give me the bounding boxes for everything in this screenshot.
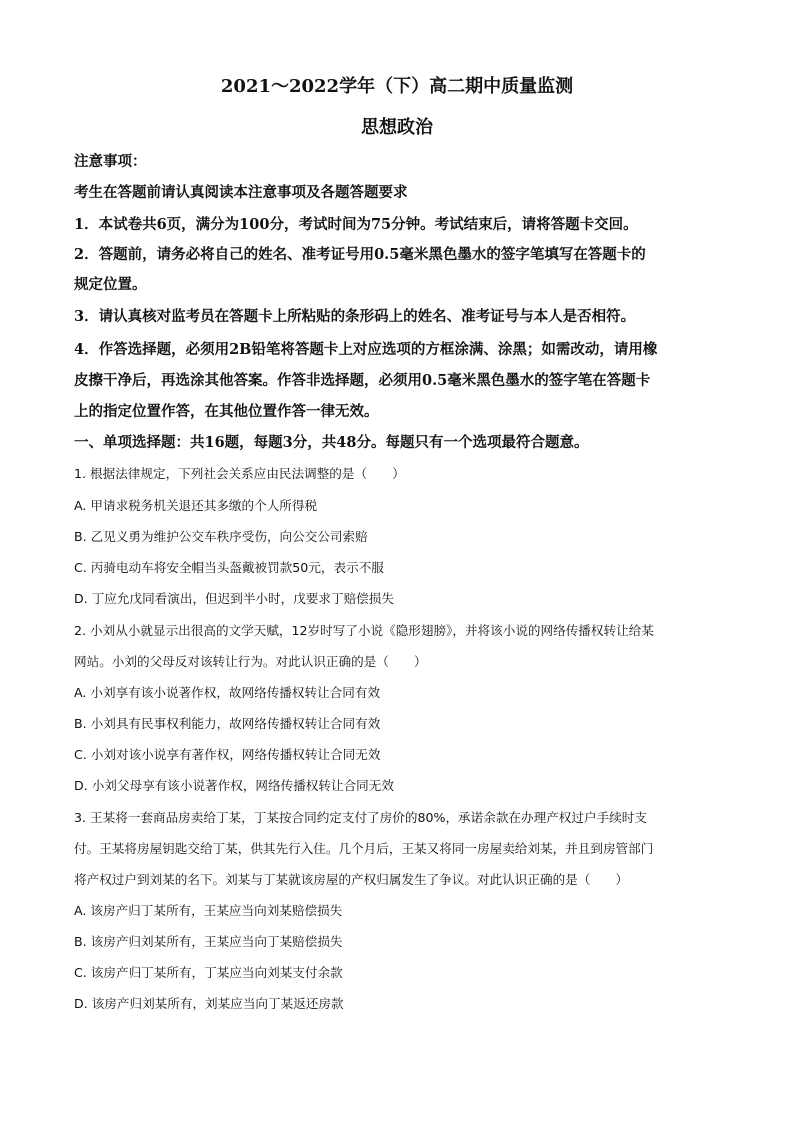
question-option: B. 乙见义勇为维护公交车秩序受伤，向公交公司索赔 [74, 529, 368, 544]
question-stem: 网站。小刘的父母反对该转让行为。对此认识正确的是（ ） [74, 654, 427, 669]
notice-item: 3．请认真核对监考员在答题卡上所粘贴的条形码上的姓名、准考证号与本人是否相符。 [74, 308, 636, 325]
question-stem: 将产权过户到刘某的名下。刘某与丁某就该房屋的产权归属发生了争议。对此认识正确的是（ ） [74, 872, 629, 887]
question-option: B. 小刘具有民事权利能力，故网络传播权转让合同有效 [74, 716, 381, 731]
notice-item: 4．作答选择题，必须用2B铅笔将答题卡上对应选项的方框涂满、涂黑；如需改动，请用橡 [74, 341, 658, 358]
question-option: B. 该房产归刘某所有，王某应当向丁某赔偿损失 [74, 934, 343, 949]
question-option: C. 小刘对该小说享有著作权，网络传播权转让合同无效 [74, 747, 381, 762]
exam-title: 2021～2022学年（下）高二期中质量监测 [220, 76, 574, 97]
subject-title: 思想政治 [361, 117, 433, 138]
question-stem: 3. 王某将一套商品房卖给丁某，丁某按合同约定支付了房价的80%，承诺余款在办理产权过户手续时支 [74, 810, 647, 825]
question-stem: 付。王某将房屋钥匙交给丁某，供其先行入住。几个月后，王某又将同一房屋卖给刘某，并且到房管部门 [74, 841, 654, 856]
notice-item: 2．答题前，请务必将自己的姓名、准考证号用0.5毫米黑色墨水的签字笔填写在答题卡的 [74, 246, 646, 263]
question-stem: 1. 根据法律规定，下列社会关系应由民法调整的是（ ） [74, 466, 405, 481]
question-option: A. 该房产归丁某所有，王某应当向刘某赔偿损失 [74, 903, 343, 918]
question-option: D. 丁应允戊同看演出，但迟到半小时，戊要求丁赔偿损失 [74, 591, 394, 606]
question-option: D. 该房产归刘某所有，刘某应当向丁某返还房款 [74, 996, 344, 1011]
question-option: A. 甲请求税务机关退还其多缴的个人所得税 [74, 498, 318, 513]
notice-item: 规定位置。 [74, 276, 147, 293]
question-option: C. 丙骑电动车将安全帽当头盔戴被罚款50元，表示不服 [74, 560, 384, 575]
question-option: C. 该房产归丁某所有，丁某应当向刘某支付余款 [74, 965, 343, 980]
question-option: D. 小刘父母享有该小说著作权，网络传播权转让合同无效 [74, 778, 394, 793]
notice-item: 上的指定位置作答，在其他位置作答一律无效。 [74, 403, 379, 420]
notice-item: 1．本试卷共6页，满分为100分，考试时间为75分钟。考试结束后，请将答题卡交回。 [74, 216, 638, 233]
notice-item: 皮擦干净后，再选涂其他答案。作答非选择题，必须用0.5毫米黑色墨水的签字笔在答题卡 [74, 372, 651, 389]
section-heading: 一、单项选择题：共16题，每题3分，共48分。每题只有一个选项最符合题意。 [74, 434, 589, 451]
notice-heading: 注意事项： [74, 153, 147, 170]
question-option: A. 小刘享有该小说著作权，故网络传播权转让合同有效 [74, 685, 381, 700]
question-stem: 2. 小刘从小就显示出很高的文学天赋，12岁时写了小说《隐形翅膀》，并将该小说的网络传播权转让给某 [74, 623, 654, 638]
notice-intro: 考生在答题前请认真阅读本注意事项及各题答题要求 [74, 184, 408, 201]
